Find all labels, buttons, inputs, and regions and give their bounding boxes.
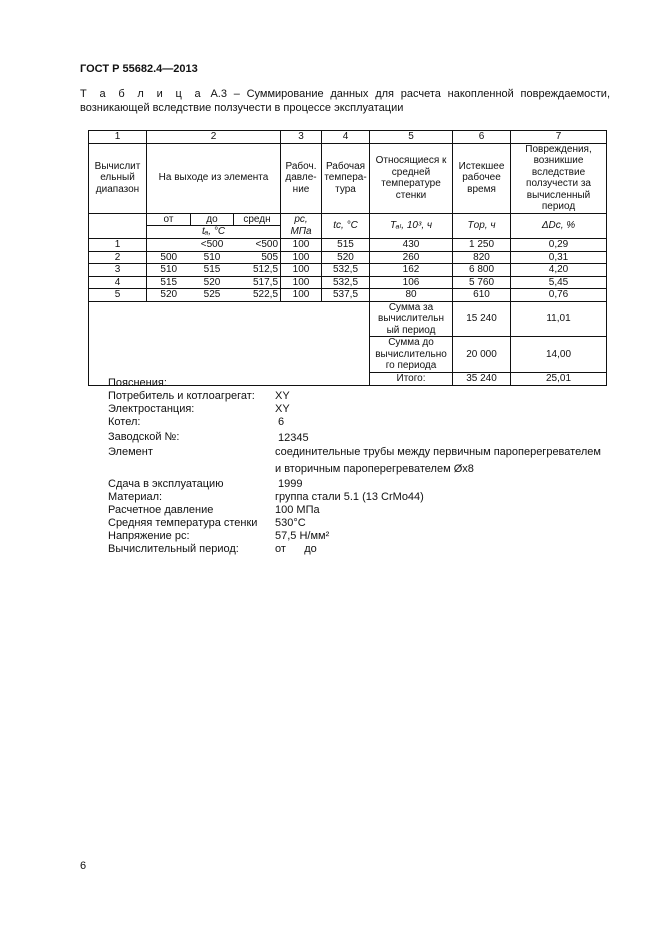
explanation-key: Котел: — [108, 416, 141, 428]
cell-time: 1 250 — [453, 239, 511, 252]
header-pressure: Рабоч. давле- ние — [281, 143, 322, 213]
table-row — [89, 251, 607, 264]
cell-to: 510 — [191, 251, 234, 264]
col-number: 1 — [89, 131, 147, 144]
cell-to: 525 — [191, 289, 234, 302]
explanation-key: Элемент — [108, 446, 153, 458]
cell-to: 520 — [191, 276, 234, 289]
cell-from: 520 — [147, 289, 191, 302]
caption-prefix: Т а б л и ц а — [80, 88, 204, 100]
table-row — [89, 276, 607, 289]
cell-range: 3 — [89, 264, 147, 277]
cell-pressure: 100 — [281, 264, 322, 277]
total-damage: 25,01 — [511, 372, 607, 385]
col-number: 4 — [322, 131, 370, 144]
explanation-key: Потребитель и котлоагрегат: — [108, 390, 255, 402]
cell-from: 515 — [147, 276, 191, 289]
summary-damage: 11,01 — [511, 301, 607, 337]
explanation-key: Расчетное давление — [108, 504, 214, 516]
header-range: Вычислит ельный диапазон — [89, 143, 147, 213]
explanation-key: Напряжение pc: — [108, 530, 190, 542]
explanation-key: Вычислительный период: — [108, 543, 239, 555]
explanation-key: Материал: — [108, 491, 163, 503]
table-row — [89, 239, 607, 252]
cell-avg: 512,5 — [234, 264, 281, 277]
explanation-value: соединительные трубы между первичным пароперегревателем — [275, 446, 601, 458]
table-row — [89, 264, 607, 277]
cell-pressure: 100 — [281, 239, 322, 252]
explanation-key: Средняя температура стенки — [108, 517, 258, 529]
summary-time: 15 240 — [453, 301, 511, 337]
explanation-value: 1999 — [278, 478, 303, 490]
cell-avg: 517,5 — [234, 276, 281, 289]
cell-avg: 505 — [234, 251, 281, 264]
summary-label: Сумма до вычислительно го периода — [370, 337, 453, 373]
header-time: Истекшее рабочее время — [453, 143, 511, 213]
cell-pressure: 100 — [281, 289, 322, 302]
unit-wall-temp: Tₐₗ, 10³, ч — [370, 213, 453, 239]
total-time: 35 240 — [453, 372, 511, 385]
unit-pressure: pc, МПа — [281, 213, 322, 239]
cell-damage: 0,31 — [511, 251, 607, 264]
unit-outlet-temp: tₐ, °C — [147, 226, 281, 239]
cell-temperature: 515 — [322, 239, 370, 252]
header-row — [89, 143, 607, 213]
header-wall-temp: Относящиеся к средней температуре стенки — [370, 143, 453, 213]
cell-avg: <500 — [234, 239, 281, 252]
header-damage: Повреждения, возникшие вследствие ползучести за вычисленный период — [511, 143, 607, 213]
explanation-value: 57,5 Н/мм² — [275, 530, 330, 542]
cell-time: 5 760 — [453, 276, 511, 289]
caption-text: – Суммирование данных для расчета накопленной повреждаемости, возникающей вследствие ползучести в процессе эксплуатации — [80, 88, 610, 114]
subheader-empty — [89, 213, 147, 239]
col-number: 2 — [147, 131, 281, 144]
subheader-row — [89, 213, 607, 226]
cell-from: 500 — [147, 251, 191, 264]
cell-to: 515 — [191, 264, 234, 277]
cell-range: 4 — [89, 276, 147, 289]
explanation-value: 100 МПа — [275, 504, 320, 516]
cell-time: 820 — [453, 251, 511, 264]
cell-damage: 5,45 — [511, 276, 607, 289]
explanation-value: и вторичным пароперегревателем Øx8 — [275, 463, 474, 475]
cell-pressure: 100 — [281, 251, 322, 264]
cell-damage: 0,76 — [511, 289, 607, 302]
explanation-key: Заводской №: — [108, 431, 180, 443]
total-label: Итого: — [370, 372, 453, 385]
explanation-value: группа стали 5.1 (13 CrMo44) — [275, 491, 424, 503]
explanation-key: Электростанция: — [108, 403, 195, 415]
col-number: 3 — [281, 131, 322, 144]
cell-wall-temp: 162 — [370, 264, 453, 277]
explanation-value: XY — [275, 403, 290, 415]
summary-damage: 14,00 — [511, 337, 607, 373]
cell-temperature: 532,5 — [322, 264, 370, 277]
col-number: 6 — [453, 131, 511, 144]
cell-temperature: 537,5 — [322, 289, 370, 302]
damage-summary-table — [88, 130, 607, 386]
cell-avg: 522,5 — [234, 289, 281, 302]
explanation-value: 12345 — [278, 432, 309, 444]
explanation-value: 530°C — [275, 517, 306, 529]
explanation-value: 6 — [278, 416, 285, 428]
cell-wall-temp: 80 — [370, 289, 453, 302]
unit-time: Tор, ч — [453, 213, 511, 239]
unit-temperature: tc, °C — [322, 213, 370, 239]
header-outlet: На выходе из элемента — [147, 143, 281, 213]
cell-temperature: 532,5 — [322, 276, 370, 289]
table-row — [89, 289, 607, 302]
cell-wall-temp: 106 — [370, 276, 453, 289]
cell-to: <500 — [191, 239, 234, 252]
page-number: 6 — [80, 860, 87, 872]
caption-number: А.3 — [210, 88, 227, 100]
cell-pressure: 100 — [281, 276, 322, 289]
cell-temperature: 520 — [322, 251, 370, 264]
column-number-row — [89, 131, 607, 144]
cell-wall-temp: 260 — [370, 251, 453, 264]
cell-time: 6 800 — [453, 264, 511, 277]
explanations-title-text: Пояснения: — [108, 377, 167, 389]
explanation-value: от до — [275, 543, 317, 555]
summary-row — [89, 301, 607, 337]
table-caption — [80, 87, 610, 115]
subheader-from: от — [147, 213, 191, 226]
subheader-to: до — [191, 213, 234, 226]
cell-wall-temp: 430 — [370, 239, 453, 252]
header-temperature: Рабочая темпера- тура — [322, 143, 370, 213]
cell-damage: 4,20 — [511, 264, 607, 277]
col-number: 7 — [511, 131, 607, 144]
cell-range: 2 — [89, 251, 147, 264]
explanation-value: XY — [275, 390, 290, 402]
explanation-key: Сдача в эксплуатацию — [108, 478, 224, 490]
summary-time: 20 000 — [453, 337, 511, 373]
cell-from — [147, 239, 191, 252]
summary-label: Сумма за вычислительн ый период — [370, 301, 453, 337]
cell-time: 610 — [453, 289, 511, 302]
subheader-avg: средн — [234, 213, 281, 226]
unit-damage: ΔDc, % — [511, 213, 607, 239]
cell-range: 5 — [89, 289, 147, 302]
col-number: 5 — [370, 131, 453, 144]
summary-blank — [89, 301, 370, 385]
document-id: ГОСТ Р 55682.4—2013 — [80, 63, 198, 75]
cell-damage: 0,29 — [511, 239, 607, 252]
cell-from: 510 — [147, 264, 191, 277]
cell-range: 1 — [89, 239, 147, 252]
